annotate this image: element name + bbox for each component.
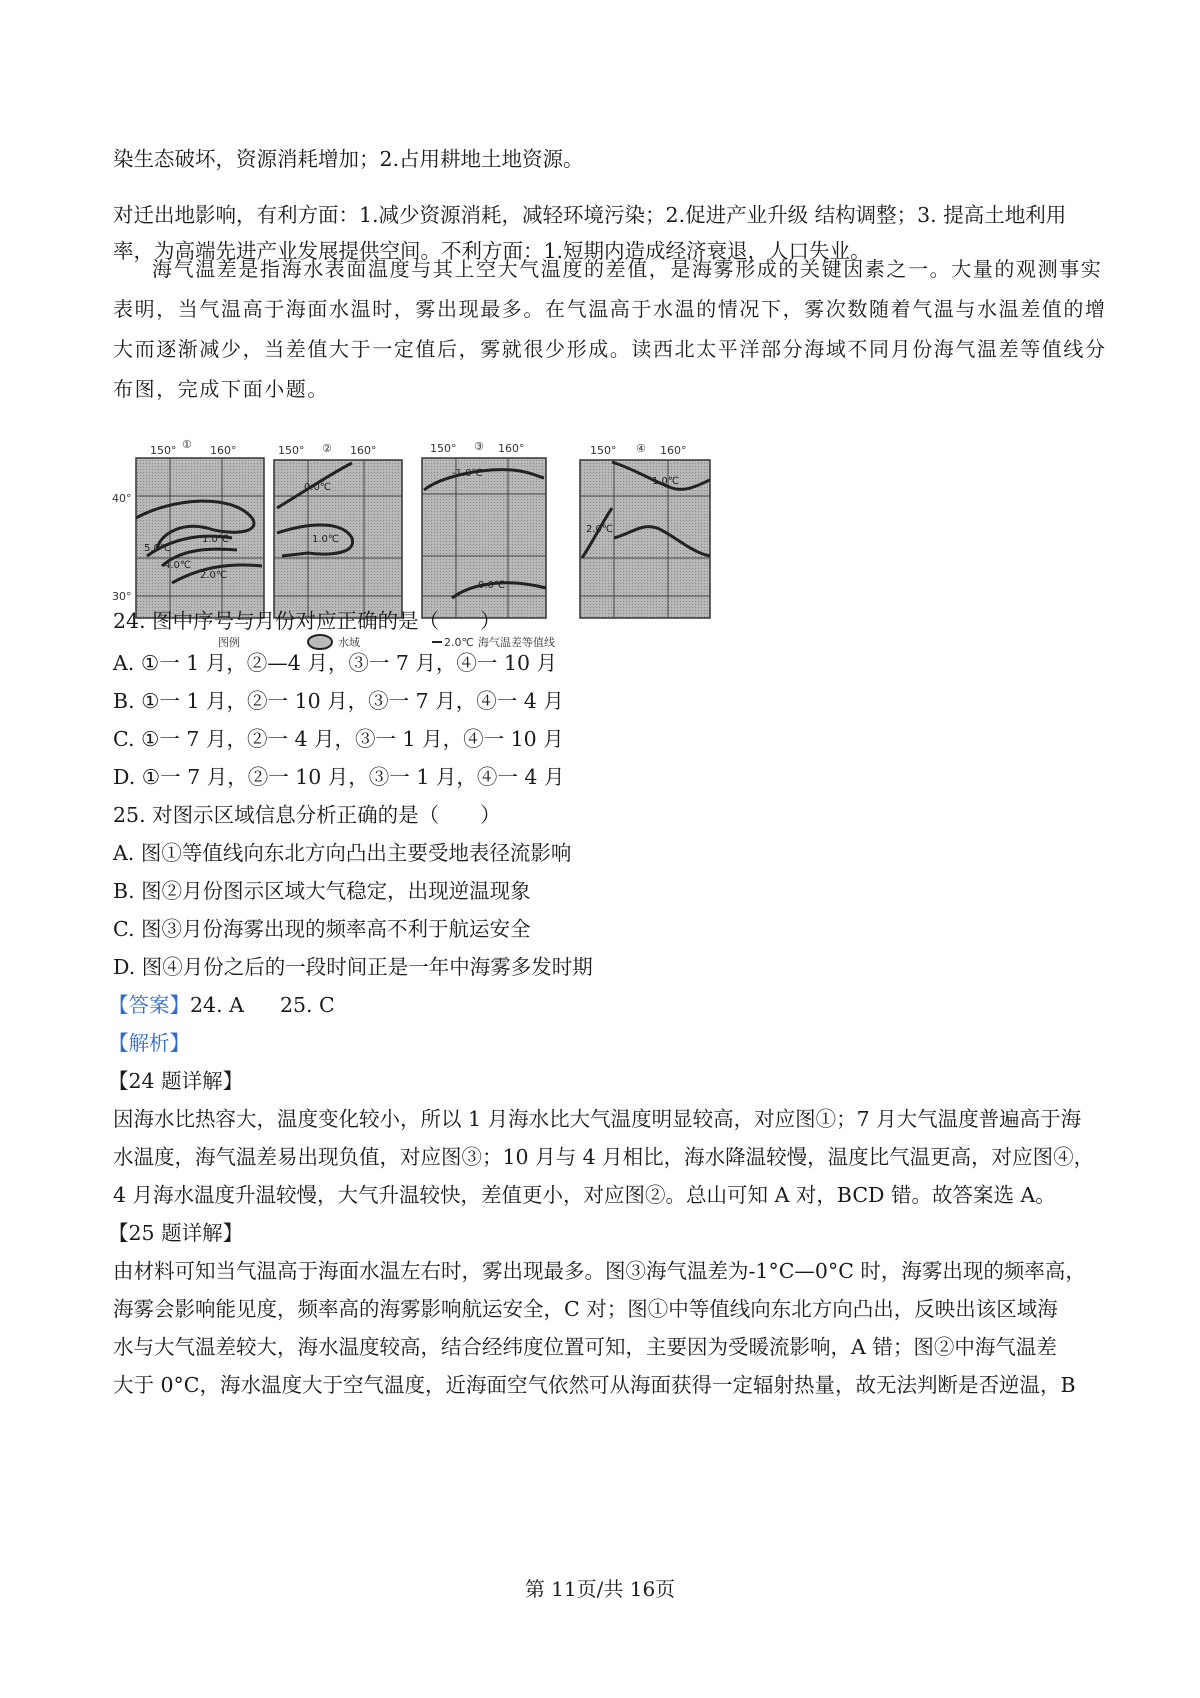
detail-25-line: 水与大气温差较大，海水温度较高，结合经纬度位置可知，主要因为受暖流影响，A 错；图②中海气温差 [113,1335,1057,1359]
detail-25-title: 【25 题详解】 [108,1221,244,1245]
map-3-lon2: 160° [498,442,525,455]
question-25-option-d: D. 图④月份之后的一段时间正是一年中海雾多发时期 [113,955,593,979]
map-2 [274,442,402,618]
answer-tag: 【答案】 [108,993,190,1017]
isoline-label: -1.0℃ [452,468,483,479]
answer-25: 25. C [279,993,335,1017]
isoline-label: 1.0℃ [202,534,230,545]
isoline-label: 1.0℃ [312,534,340,545]
map-1 [112,438,264,618]
detail-25-line: 大于 0°C，海水温度大于空气温度，近海面空气依然可从海面获得一定辐射热量，故无法判断是否逆温，B [113,1373,1076,1397]
question-24-option-b: B. ①一 1 月，②一 10 月，③一 7 月，④一 4 月 [113,689,564,713]
map-4 [580,442,710,618]
legend-title: 图例 [218,636,240,649]
map-2-number: ② [322,442,332,455]
detail-24-line: 4 月海水温度升温较慢，大气升温较快，差值更小，对应图②。总山可知 A 对，BCD 错。故答案选 A。 [113,1183,1056,1207]
water-swatch [308,635,332,649]
legend-water: 水域 [338,636,360,649]
page-footer: 第 11页/共 16页 [524,1577,676,1601]
isoline-label: 4.0℃ [164,560,192,571]
question-24-option-c: C. ①一 7 月，②一 4 月，③一 1 月，④一 10 月 [113,727,564,751]
intro-line: 海气温差是指海水表面温度与其上空大气温度的差值，是海雾形成的关键因素之一。大量的观测事实 [152,257,1103,281]
isoline-label: 2.0℃ [586,524,614,535]
paragraph-line: 染生态破坏，资源消耗增加；2.占用耕地土地资源。 [113,147,584,171]
map-1-lon1: 150° [150,444,177,457]
map-2-lon2: 160° [350,444,377,457]
question-24-option-a: A. ①一 1 月，②—4 月，③一 7 月，④一 10 月 [113,651,558,675]
legend [218,635,555,649]
map-1-lon2: 160° [210,444,237,457]
question-24-stem: 24. 图中序号与月份对应正确的是（ ） [113,609,501,633]
isoline-label: 1.0℃ [652,476,680,487]
map-3 [422,440,546,618]
analysis-tag: 【解析】 [108,1031,190,1055]
detail-25-line: 海雾会影响能见度，频率高的海雾影响航运安全，C 对；图①中等值线向东北方向凸出，反映出该区域海 [113,1297,1058,1321]
legend-isoline-sample: 2.0℃ [444,636,474,649]
isoline-label: 0.0℃ [478,580,506,591]
answer-line [108,990,335,1020]
question-25-option-c: C. 图③月份海雾出现的频率高不利于航运安全 [113,917,531,941]
detail-25-line: 由材料可知当气温高于海面水温左右时，雾出现最多。图③海气温差为-1°C—0°C 时，海雾出现的频率高， [113,1259,1086,1283]
question-25-stem: 25. 对图示区域信息分析正确的是（ ） [113,803,501,827]
legend-isoline-desc: 海气温差等值线 [478,636,555,649]
detail-24-title: 【24 题详解】 [108,1069,244,1093]
question-25-option-a: A. 图①等值线向东北方向凸出主要受地表径流影响 [113,841,572,865]
isoline-label: 0.0℃ [304,482,332,493]
isoline-label: 2.0℃ [200,570,228,581]
isoline-label: 5.0℃ [144,543,172,554]
detail-24-line: 因海水比热容大，温度变化较小，所以 1 月海水比大气温度明显较高，对应图①；7 月大气温度普遍高于海 [113,1107,1082,1131]
intro-line: 布图，完成下面小题。 [113,377,329,401]
map-4-lon1: 150° [590,444,617,457]
detail-24-line: 水温度，海气温差易出现负值，对应图③；10 月与 4 月相比，海水降温较慢，温度比气温更高，对应图④， [113,1145,1095,1169]
question-24-option-d: D. ①一 7 月，②一 10 月，③一 1 月，④一 4 月 [113,765,565,789]
map-1-lat1: 40° [112,492,132,505]
intro-line: 表明，当气温高于海面水温时，雾出现最多。在气温高于水温的情况下，雾次数随着气温与水温差值的增 [113,297,1107,321]
question-25-option-b: B. 图②月份图示区域大气稳定，出现逆温现象 [113,879,531,903]
paragraph-line: 对迁出地影响，有利方面：1.减少资源消耗，减轻环境污染；2.促进产业升级 结构调整；3. 提高土地利用 [113,203,1067,227]
map-2-lon1: 150° [278,444,305,457]
map-4-number: ④ [636,442,646,455]
map-1-lat2: 30° [112,590,132,603]
map-3-lon1: 150° [430,442,457,455]
map-4-lon2: 160° [660,444,687,457]
map-1-number: ① [182,438,192,451]
intro-line: 大而逐渐减少，当差值大于一定值后，雾就很少形成。读西北太平洋部分海域不同月份海气温差等值线分 [113,337,1107,361]
answer-24: 24. A [190,993,244,1017]
map-3-number: ③ [474,440,484,453]
paragraph-line: 率，为高端先进产业发展提供空间。不利方面：1.短期内造成经济衰退，人口失业。 [113,239,871,263]
